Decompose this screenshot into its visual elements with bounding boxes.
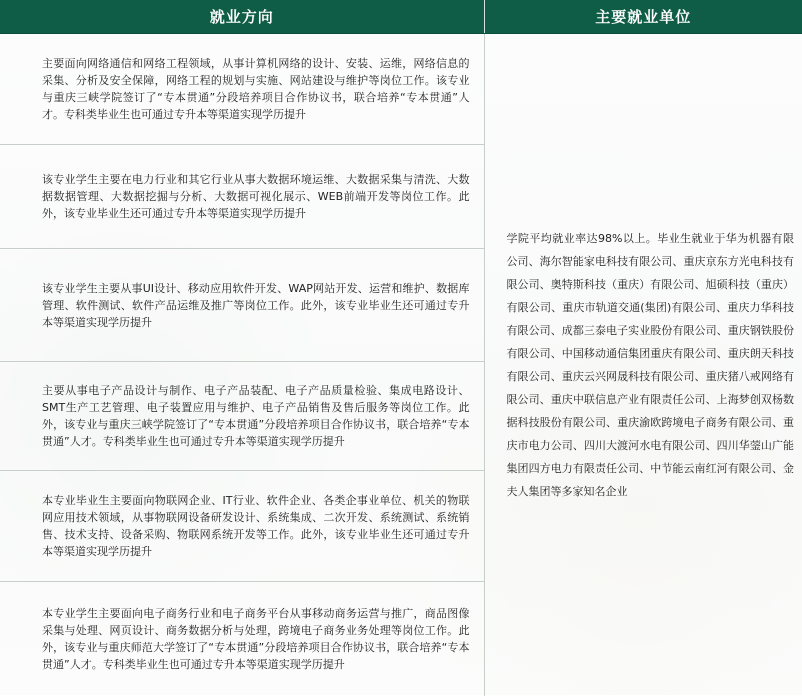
direction-text: 主要面向网络通信和网络工程领域，从事计算机网络的设计、安装、运维，网络信息的采集、分析及安全保障，网络工程的规划与实施、网站建设与维护等岗位工作。该专业与重庆三峡学院签订了“专本贯通”分段培养项目合作协议书，联合培养“专本贯通”人才。专科类毕业生也可通过专升本等渠道实现学历提升 bbox=[42, 57, 470, 121]
employers-text: 学院平均就业率达98%以上。毕业生就业于华为机器有限公司、海尔智能家电科技有限公司、重庆京东方光电科技有限公司、奥特斯科技（重庆）有限公司、旭硕科技（重庆）有限公司、重庆市轨道交通(集团)有限公司、重庆力华科技有限公司、成都三泰电子实业股份有限公司、重庆钢铁股份有限公司、中国移动通信集团重庆有限公司、重庆朗天科技有限公司、重庆云兴网晟科技有限公司、重庆猪八戒网络有限公司、重庆中联信息产业有限责任公司、上海梦创双杨数据科技股份有限公司、重庆渝欧跨境电子商务有限公司、重庆市电力公司、四川大渡河水电有限公司、四川华蓥山广能集团四方电力有限责任公司、中节能云南红河有限公司、金夫人集团等多家知名企业 bbox=[506, 231, 794, 498]
direction-cell bbox=[0, 582, 484, 696]
direction-text: 主要从事电子产品设计与制作、电子产品装配、电子产品质量检验、集成电路设计、SMT生产工艺管理、电子装置应用与维护、电子产品销售及售后服务等岗位工作。此外，该专业与重庆三峡学院签订了“专本贯通”分段培养项目合作协议书，联合培养“专本贯通”人才。专科类毕业生也可通过专升本等渠道实现学历提升 bbox=[42, 384, 470, 448]
header-row bbox=[0, 0, 802, 34]
direction-text: 该专业学生主要在电力行业和其它行业从事大数据环境运维、大数据采集与清洗、大数据数据管理、大数据挖掘与分析、大数据可视化展示、WEB前端开发等岗位工作。此外，该专业毕业生还可通过专升本等渠道实现学历提升 bbox=[42, 173, 470, 220]
direction-cell bbox=[0, 34, 484, 145]
employers-cell bbox=[484, 34, 802, 696]
direction-cell bbox=[0, 145, 484, 249]
header-direction: 就业方向 bbox=[0, 0, 484, 34]
direction-cell bbox=[0, 362, 484, 471]
table-row bbox=[0, 34, 802, 145]
header-employers: 主要就业单位 bbox=[484, 0, 802, 34]
direction-text: 该专业学生主要从事UI设计、移动应用软件开发、WAP网站开发、运营和维护、数据库管理、软件测试、软件产品运维及推广等岗位工作。此外，该专业毕业生还可通过专升本等渠道实现学历提升 bbox=[42, 281, 470, 329]
direction-text: 本专业毕业生主要面向物联网企业、IT行业、软件企业、各类企事业单位、机关的物联网应用技术领域，从事物联网设备研发设计、系统集成、二次开发、系统测试、系统销售、技术支持、设备采购、物联网系统开发等工作。此外，该专业毕业生还可通过专升本等渠道实现学历提升 bbox=[42, 494, 470, 558]
direction-text: 本专业学生主要面向电子商务行业和电子商务平台从事移动商务运营与推广，商品图像采集与处理、网页设计、商务数据分析与处理，跨境电子商务业务处理等岗位工作。此外，该专业与重庆师范大学签订了“专本贯通”分段培养项目合作协议书，联合培养“专本贯通”人才。专科类毕业生也可通过专升本等渠道实现学历提升 bbox=[42, 606, 470, 671]
direction-cell bbox=[0, 249, 484, 362]
direction-cell bbox=[0, 471, 484, 582]
